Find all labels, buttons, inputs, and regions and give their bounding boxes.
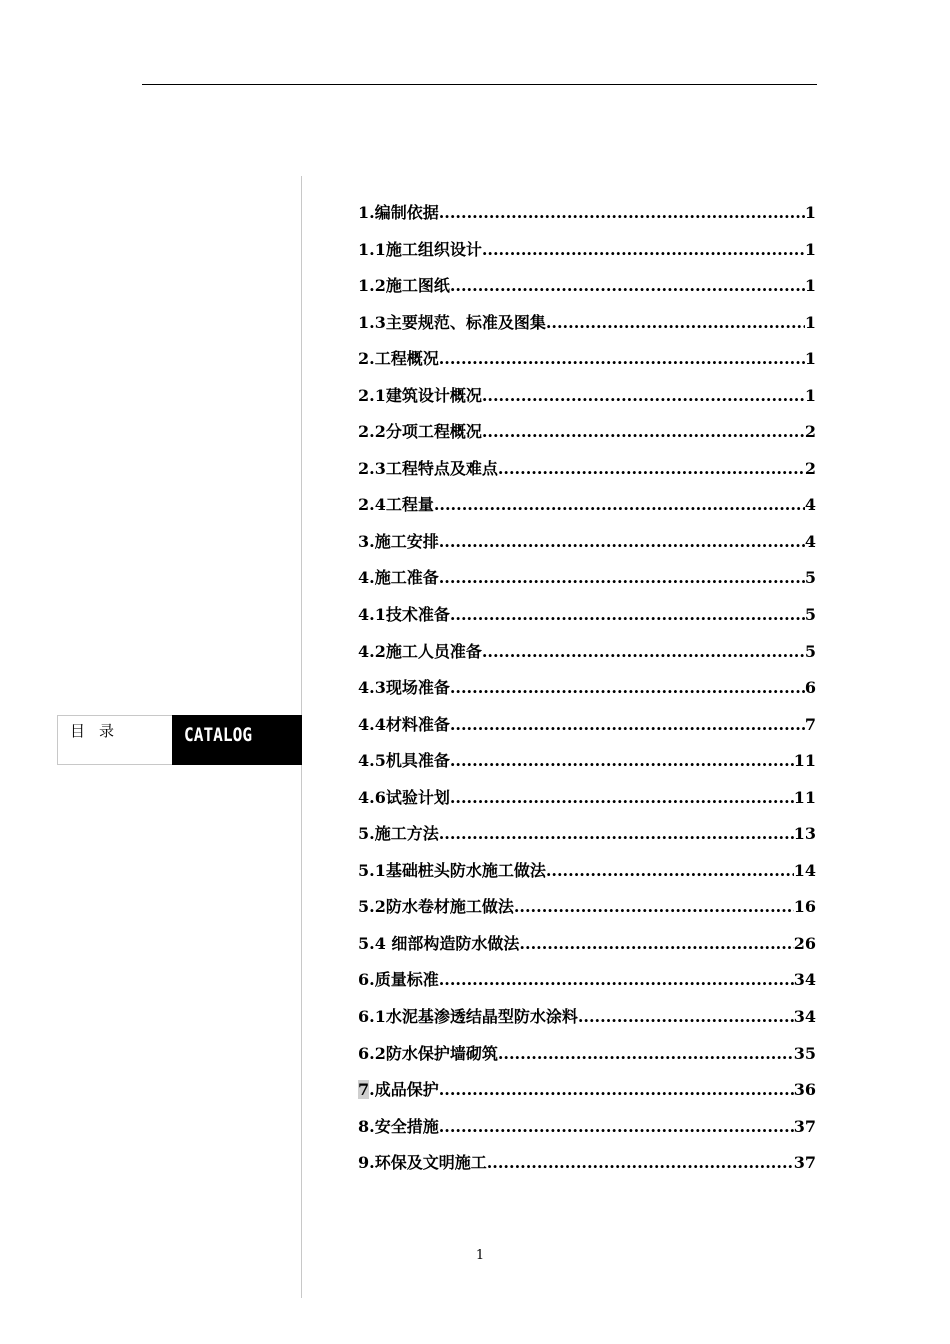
toc-entry[interactable] <box>358 491 816 528</box>
toc-entry-label: 5.4 细部构造防水做法 <box>358 933 520 953</box>
toc-leader-dots <box>450 601 805 629</box>
toc-leader-dots <box>450 711 805 739</box>
toc-entry-label: 2.4工程量 <box>358 495 434 515</box>
toc-entry[interactable] <box>358 857 816 894</box>
toc-entry-page: 11 <box>793 787 816 807</box>
toc-entry[interactable] <box>358 309 816 346</box>
toc-entry-page: 34 <box>793 1007 816 1027</box>
toc-entry-label: 2.工程概况 <box>358 349 439 369</box>
toc-leader-dots <box>487 1149 794 1177</box>
toc-entry-page: 5 <box>804 605 816 625</box>
toc-entry-label: 4.4材料准备 <box>358 714 450 734</box>
toc-entry[interactable] <box>358 1149 816 1186</box>
toc-entry[interactable] <box>358 564 816 601</box>
toc-leader-dots <box>439 1076 794 1104</box>
toc-entry-label: 4.3现场准备 <box>358 678 450 698</box>
toc-entry-page: 2 <box>804 422 816 442</box>
toc-entry-page: 16 <box>793 897 816 917</box>
toc-leader-dots <box>439 345 805 373</box>
toc-entry[interactable] <box>358 272 816 309</box>
toc-leader-dots <box>439 820 794 848</box>
toc-leader-dots <box>439 1113 794 1141</box>
toc-entry-page: 4 <box>804 531 816 551</box>
toc-entry-label: 5.2防水卷材施工做法 <box>358 897 514 917</box>
toc-entry-page: 36 <box>793 1080 816 1100</box>
catalog-en-label: CATALOG <box>184 724 253 746</box>
toc-entry[interactable] <box>358 418 816 455</box>
toc-entry[interactable] <box>358 601 816 638</box>
toc-leader-dots <box>482 382 805 410</box>
toc-entry-page: 1 <box>804 203 816 222</box>
toc-leader-dots <box>434 491 805 519</box>
toc-entry[interactable] <box>358 455 816 492</box>
toc-leader-dots <box>482 236 805 264</box>
toc-entry-label: 5.1基础桩头防水施工做法 <box>358 860 546 880</box>
toc-leader-dots <box>439 528 805 556</box>
toc-entry[interactable] <box>358 966 816 1003</box>
toc-entry-label: 6.质量标准 <box>358 970 439 990</box>
toc-leader-dots <box>450 784 794 812</box>
toc-entry-page: 1 <box>804 349 816 369</box>
toc-entry-label: 1.3主要规范、标准及图集 <box>358 312 546 332</box>
toc-entry-page: 1 <box>804 239 816 259</box>
toc-entry-page: 34 <box>793 970 816 990</box>
toc-entry[interactable] <box>358 528 816 565</box>
toc-entry-page: 5 <box>804 641 816 661</box>
toc-entry[interactable] <box>358 930 816 967</box>
toc-entry-label: 1.2施工图纸 <box>358 276 450 296</box>
toc-entry[interactable] <box>358 1076 816 1113</box>
header-rule <box>142 84 817 85</box>
toc-entry-page: 35 <box>793 1043 816 1063</box>
toc-entry[interactable] <box>358 345 816 382</box>
toc-entry-page: 1 <box>804 276 816 296</box>
highlighted-text: 7 <box>358 1080 370 1100</box>
toc-leader-dots <box>482 638 805 666</box>
toc-leader-dots <box>439 966 794 994</box>
toc-entry[interactable] <box>358 1113 816 1150</box>
toc-entry-label: 2.3工程特点及难点 <box>358 458 498 478</box>
toc-entry-page: 7 <box>804 714 816 734</box>
toc-entry[interactable] <box>358 199 816 236</box>
toc-entry-label: 4.施工准备 <box>358 568 439 588</box>
toc-entry-page: 11 <box>793 751 816 771</box>
toc-entry-label: 8.安全措施 <box>358 1116 439 1136</box>
toc-entry-label: 3.施工安排 <box>358 531 439 551</box>
toc-entry[interactable] <box>358 820 816 857</box>
toc-entry[interactable] <box>358 1003 816 1040</box>
toc-entry-label: 4.5机具准备 <box>358 751 450 771</box>
toc-entry-page: 26 <box>793 933 816 953</box>
toc-entry-page: 6 <box>804 678 816 698</box>
toc-leader-dots <box>546 857 794 885</box>
toc-entry-page: 2 <box>804 458 816 478</box>
toc-leader-dots <box>514 893 794 921</box>
toc-leader-dots <box>578 1003 794 1031</box>
toc-entry-label: 2.1建筑设计概况 <box>358 385 482 405</box>
toc-entry[interactable] <box>358 893 816 930</box>
toc-entry[interactable] <box>358 1040 816 1077</box>
toc-entry-label: 4.2施工人员准备 <box>358 641 482 661</box>
toc-entry-label: 1.编制依据 <box>358 203 439 222</box>
toc-entry-label: 9.环保及文明施工 <box>358 1153 487 1173</box>
toc-leader-dots <box>450 272 805 300</box>
toc-leader-dots <box>519 930 793 958</box>
toc-entry-label: 5.施工方法 <box>358 824 439 844</box>
toc-entry[interactable] <box>358 638 816 675</box>
toc-entry-page: 14 <box>793 860 816 880</box>
toc-leader-dots <box>450 747 794 775</box>
toc-entry-page: 4 <box>804 495 816 515</box>
toc-leader-dots <box>450 674 805 702</box>
toc-entry-label: 2.2分项工程概况 <box>358 422 482 442</box>
toc-entry-label: 4.6试验计划 <box>358 787 450 807</box>
toc-entry-page: 37 <box>793 1153 816 1173</box>
toc-leader-dots <box>498 455 805 483</box>
table-of-contents <box>358 199 816 1186</box>
toc-leader-dots <box>498 1040 794 1068</box>
toc-entry-page: 1 <box>804 312 816 332</box>
toc-entry[interactable] <box>358 747 816 784</box>
toc-entry-page: 1 <box>804 385 816 405</box>
toc-entry-label: 4.1技术准备 <box>358 605 450 625</box>
toc-leader-dots <box>439 199 805 227</box>
toc-leader-dots <box>439 564 805 592</box>
catalog-cn-label: 目录 <box>70 722 129 740</box>
toc-entry-label: 1.1施工组织设计 <box>358 239 482 259</box>
toc-entry-label-rest: .成品保护 <box>369 1080 439 1100</box>
toc-entry-page: 13 <box>793 824 816 844</box>
toc-entry[interactable] <box>358 711 816 748</box>
toc-entry[interactable] <box>358 382 816 419</box>
toc-entry-label <box>358 1076 439 1104</box>
toc-entry-page: 5 <box>804 568 816 588</box>
toc-leader-dots <box>482 418 805 446</box>
toc-entry-label: 6.2防水保护墙砌筑 <box>358 1043 498 1063</box>
toc-entry[interactable] <box>358 236 816 273</box>
toc-entry[interactable] <box>358 784 816 821</box>
toc-entry-label: 6.1水泥基渗透结晶型防水涂料 <box>358 1007 578 1027</box>
toc-leader-dots <box>546 309 805 337</box>
toc-entry-page: 37 <box>793 1116 816 1136</box>
toc-entry[interactable] <box>358 674 816 711</box>
page-number: 1 <box>475 1248 485 1263</box>
